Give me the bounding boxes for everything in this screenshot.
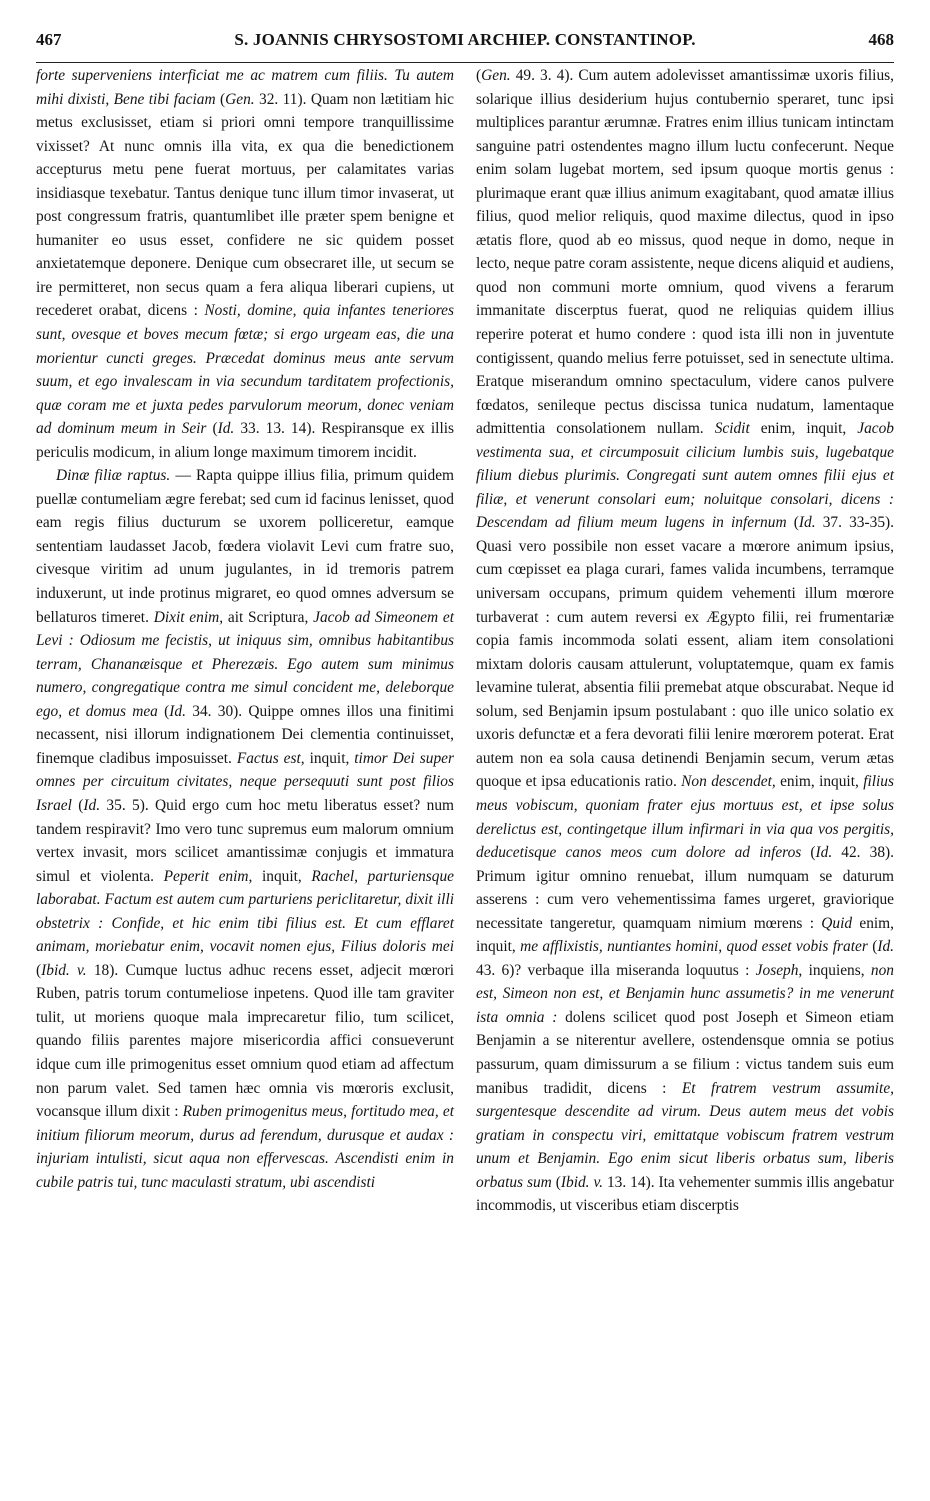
italic-run: Ibid. v.: [41, 961, 87, 979]
italic-run: Gen.: [225, 90, 255, 108]
italic-run: Nosti, domine, quia infantes teneriores sunt, ovesque et boves mecum fœtæ; si ergo urgeam eas, die una morientur cuncti greges. Præcedat dominus meus ante servum suum, et ego invalescam in via secundum tarditatem profectionis, quæ coram me et juxta pedes parvulorum meorum, donec veniam ad dominum meum in Seir: [36, 302, 454, 438]
italic-run: Jacob vestimenta sua, et circumposuit cilicium lumbis suis, lugebatque filium diebus plurimis. Congregati sunt autem omnes filii ejus et filiæ, et venerunt consolari eum; noluitque consolari, dicens : Descendam ad filium meum lugens in infernum: [476, 420, 894, 532]
italic-run: Quid: [821, 914, 853, 932]
italic-run: filius meus vobiscum, quoniam frater ejus mortuus est, et ipse solus derelictus est, contingetque illum infirmari in via qua vos pergitis, deducetisque canos meos cum dolore ad inferos: [476, 773, 894, 862]
text-run: (: [867, 938, 878, 956]
italic-run: Id.: [877, 938, 894, 956]
text-run: — Rapta quippe illius filia, primum quidem puellæ contumeliam ægre ferebat; sed cum id facinus lenisset, quod eam regis filius ducturum se uxorem pollicеretur, eamque sententiam laudasset Jacob, fœdera violavit Levi cum fratre suo, civesque viritim ad unum jugulantes, in id tremoris patrem induxerunt, ut inde protinus migraret, eo quod omnes adversum se bellaturos timeret.: [36, 467, 454, 626]
text-run: (: [476, 67, 482, 84]
running-title: S. JOANNIS CHRYSOSTOMI ARCHIEP. CONSTANTINOP.: [234, 30, 696, 49]
text-run: 32. 11). Quam non lætitiam hic metus exclusisset, etiam si priori omni tempore tranquillissime vixisset? At nunc omnis illa vita, ex qua die benedictionem accepturus metu pene fuerat mortuus, per calamitates varias insidiasque texebatur. Tantus denique tunc illum timor invaserat, ut post congressum fratris, quantumlibet ille præter spem benigne et humaniter eo usus esset, confidere ne sic quidem posset anxietatemque deponere. Denique cum obsecraret ille, ut secum se ire permitteret, non secus quam a fera aliqua liberari cupiens, ut recederet orabat, dicens :: [36, 90, 454, 320]
text-run: enim, inquit,: [775, 773, 864, 791]
page-number-right: 468: [868, 30, 894, 49]
italic-run: Id.: [815, 844, 833, 862]
italic-run: Id.: [83, 796, 101, 814]
paragraph: [36, 64, 454, 464]
text-run: inquiens,: [802, 961, 871, 979]
text-run: enim, inquit,: [749, 420, 858, 438]
italic-run: Factus est,: [236, 749, 305, 767]
text-run: (: [71, 796, 84, 814]
text-run: 34. 30). Quippe omnes illos una finitimi necassent, nisi illorum indignationem Dei clementia continuisset, finemque cladibus imposuisset.: [36, 702, 454, 767]
text-run: 49. 3. 4). Cum autem adolevisset amantissimæ uxoris filius, solarique illius desiderium hujus contubernio sperаret, tunc ipsi multiplices parantur ærumnæ. Fratres enim illius tunicam intinctam sanguine patri ostendentes magno illum luctu confecerunt. Neque enim solam lugebat mortem, sed ipsum quoque mortis genus : plurimaque erant quæ illius animum exagitabant, quod amatæ illius filius, quod melior reliquis, quod maxime dilectus, quod in ipso ætatis flore, quod ab eo missus, quod neque in domo, neque in lecto, neque patre coram assistente, neque dicens aliquid et audiens, quod non communi morte omnium, quod vivens a ferarum immanitate discerptus fuerat, quod ne reliquias quidem illius reperire poterat et humo condere : quod ista illi non in juventute contigissent, quando melius ferre potuisset, sed in senectute ultima. Eratque miserandum omnino spectaculum, videre canos pulvere fœdatos, senileque pectus discissa tunica nudatum, lamentaque admittentia consolationem nullam.: [476, 67, 894, 438]
italic-run: Ibid. v.: [560, 1173, 604, 1191]
italic-run: forte superveniens interficiat me ac matrem cum filiis. Tu autem mihi dixisti, Bene tibi faciam: [36, 67, 454, 108]
text-run: (: [801, 844, 816, 862]
italic-run: Jacob ad Simeonem et Levi : Odiosum me fecistis, ut iniquus sim, omnibus habitantibus terram, Chananæisque et Pherezæis. Ego autem sum minimus numero, congregatique contra me simul concident me, deleborque ego, et domus mea: [36, 608, 454, 720]
italic-run: timor Dei super omnes per circuitum civitates, neque persequuti sunt post filios Israel: [36, 749, 454, 814]
italic-run: Peperit enim,: [163, 867, 253, 885]
text-run: enim, inquit,: [476, 914, 894, 956]
italic-run: Rachel, parturiensque laborabat. Factum est autem cum parturiens periclitaretur, dixit illi obstetrix : Confide, et hic enim tibi filius est. Et cum efflaret animam, moriebatur enim, vocavit nomen ejus, Filius doloris mei: [36, 867, 454, 956]
text-run: inquit,: [304, 749, 355, 767]
text-run: 37. 33-35). Quasi vero possibile non esset vacare a mœrore animum ipsius, cum cœpisset ea plaga curari, fames valida incumbens, terramque universam occupans, primum quidem vehementi illum mœrore turbaverat : cum autem reversi ex Ægypto filii, rei frumentariæ copia famis incommoda solati essent, aliam item consolationi mixtam doloris causam attulerunt, voluptatemque, quam ex famis levamine tulerat, absentia filii premebat atque obscurabat. Neque id solum, sed Benjamin ipsum postulabant : quo ille unico solatio ex uxoris defunctæ et a fera devorati filii lenire mœrorem poterat. Erat autem non ea sola causa detinendi Benjamin secum, verum ætas quoque et ipsa educationis ratio.: [476, 514, 894, 791]
italic-run: Gen.: [481, 67, 511, 84]
text-run: (: [157, 702, 170, 720]
italic-run: Et fratrem vestrum assumite, surgentesque descendite ad virum. Deus autem meus det vobis gratiam in conspectu viri, emittatque vobiscum fratrem vestrum unum et Benjamin. Ego enim sicut liberis orbatus sum, liberis orbatus sum: [476, 1079, 895, 1191]
text-run: (: [36, 961, 42, 979]
paragraph: [36, 464, 454, 1194]
text-run: (: [551, 1173, 561, 1191]
italic-run: Id.: [798, 514, 816, 532]
text-run: 18). Cumque luctus adhuc recens esset, adjecit mœrori Ruben, patris torum contumeliose inpetens. Quod ille tam graviter tulit, ut moriens quoque mala imprecaretur filio, tum scilicet, quando filiis parentes majore misericordia affici consueverunt idque cum ille primogenitus esset omnium quod etiam ad affectum non parum valet. Sed tamen hæc omnia vis mœroris exclusit, vocansque illum dixit :: [36, 961, 455, 1121]
page-number-left: 467: [36, 30, 62, 49]
running-header: [36, 30, 894, 60]
left-column: [36, 64, 454, 1194]
text-run: (: [786, 514, 799, 532]
text-run: 33. 13. 14). Respiransque ex illis periculis modicum, in alium longe maximum timorem incidit.: [36, 420, 454, 461]
italic-run: Joseph,: [755, 961, 803, 979]
text-run: 13. 14). Ita vehementer summis illis angebatur incommodis, ut visceribus etiam discerptis: [476, 1173, 894, 1215]
text-run: (: [215, 90, 226, 108]
italic-run: Dixit enim,: [153, 608, 224, 626]
italic-run: Scidit: [714, 420, 750, 438]
italic-run: non est, Simeon non est, et Benjamin hunc assumetis? in me venerunt ista omnia :: [476, 961, 894, 1026]
italic-run: me afflixistis, nuntiantes homini, quod esset vobis frater: [520, 938, 868, 956]
text-run: 35. 5). Quid ergo cum hoc metu liberatus esset? num tandem respiravit? Imo vero tunc supremus eum malorum omnium vertex invasit, mors scilicet amantissimæ conjugis et immatura simul et violenta.: [36, 796, 454, 885]
text-run: 43. 6)? verbaque illa miseranda loquutus :: [476, 961, 756, 979]
text-run: ait Scriptura,: [223, 608, 314, 626]
text-run: dolens scilicet quod post Joseph et Simeon etiam Benjamin a se niterentur avellere, ostendensque omnia se potius passurum, quam dimissurum a se filium : victus tandem suis eum manibus tradidit, dicens :: [476, 1008, 894, 1097]
text-run: (: [206, 420, 218, 438]
italic-run: Id.: [169, 702, 186, 720]
italic-run: Non descendet,: [681, 773, 776, 791]
italic-run: Dinæ filiæ raptus.: [56, 467, 171, 485]
text-run: 42. 38). Primum igitur omnino renuebat, illum numquam se daturum asserens : cum vero vehementissima fames urgeret, graviorique necessitate tangeretur, quamquam nimium mœrens :: [476, 844, 894, 932]
italic-run: Ruben primogenitus meus, fortitudo mea, et initium filiorum meorum, durus ad ferendum, durusque et audax : injuriam intulisti, sicut aqua non effervescas. Ascendisti enim in cubile patris tui, tunc maculasti stratum, ubi ascendisti: [36, 1103, 454, 1191]
italic-run: Id.: [217, 420, 235, 438]
header-rule: [36, 62, 894, 63]
right-column: [476, 64, 894, 1218]
text-run: inquit,: [252, 867, 312, 885]
paragraph: [476, 64, 894, 1218]
